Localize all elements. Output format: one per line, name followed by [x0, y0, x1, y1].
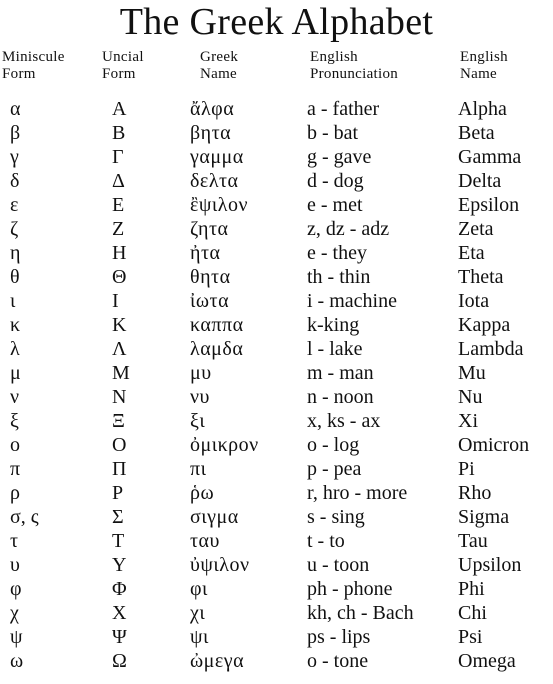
- table-row: [0, 433, 553, 457]
- english-name: Delta: [458, 170, 502, 192]
- uncial-form: Η: [112, 242, 127, 264]
- greek-name: ξι: [190, 410, 206, 432]
- english-name: Alpha: [458, 98, 507, 120]
- uncial-form: Α: [112, 98, 127, 120]
- english-pronunciation: p - pea: [307, 458, 362, 480]
- english-name: Lambda: [458, 338, 524, 360]
- uncial-form: Σ: [112, 506, 124, 528]
- table-row: [0, 577, 553, 601]
- english-name: Omega: [458, 650, 516, 672]
- english-name: Mu: [458, 362, 486, 384]
- table-row: [0, 385, 553, 409]
- english-name: Phi: [458, 578, 485, 600]
- minuscule-form: χ: [10, 602, 19, 624]
- uncial-form: Ζ: [112, 218, 125, 240]
- greek-name: ὐψιλον: [190, 554, 250, 576]
- english-name: Gamma: [458, 146, 522, 168]
- english-name: Xi: [458, 410, 478, 432]
- header-greek-name: Greek Name: [200, 49, 239, 82]
- greek-name: μυ: [190, 362, 212, 384]
- english-name: Zeta: [458, 218, 494, 240]
- minuscule-form: ω: [10, 650, 24, 672]
- greek-name: θητα: [190, 266, 231, 288]
- uncial-form: Ω: [112, 650, 127, 672]
- minuscule-form: ο: [10, 434, 20, 456]
- english-pronunciation: n - noon: [307, 386, 374, 408]
- greek-name: ὠμεγα: [190, 650, 245, 672]
- greek-name: ὀμικρον: [190, 434, 259, 456]
- greek-name: ἄλφα: [190, 98, 235, 120]
- minuscule-form: ε: [10, 194, 19, 216]
- uncial-form: Λ: [112, 338, 127, 360]
- table-row: [0, 145, 553, 169]
- english-pronunciation: th - thin: [307, 266, 371, 288]
- english-pronunciation: u - toon: [307, 554, 370, 576]
- english-name: Beta: [458, 122, 495, 144]
- english-pronunciation: d - dog: [307, 170, 364, 192]
- english-name: Theta: [458, 266, 504, 288]
- english-pronunciation: o - tone: [307, 650, 369, 672]
- uncial-form: Ε: [112, 194, 125, 216]
- uncial-form: Μ: [112, 362, 130, 384]
- greek-name: ἰωτα: [190, 290, 230, 312]
- minuscule-form: κ: [10, 314, 21, 336]
- english-name: Upsilon: [458, 554, 522, 576]
- english-pronunciation: ps - lips: [307, 626, 371, 648]
- minuscule-form: δ: [10, 170, 20, 192]
- table-row: [0, 337, 553, 361]
- english-name: Omicron: [458, 434, 530, 456]
- minuscule-form: θ: [10, 266, 20, 288]
- minuscule-form: π: [10, 458, 21, 480]
- english-pronunciation: g - gave: [307, 146, 372, 168]
- minuscule-form: υ: [10, 554, 20, 576]
- table-row: [0, 457, 553, 481]
- english-name: Nu: [458, 386, 483, 408]
- uncial-form: Ν: [112, 386, 127, 408]
- uncial-form: Ξ: [112, 410, 125, 432]
- uncial-form: Θ: [112, 266, 127, 288]
- greek-name: καππα: [190, 314, 244, 336]
- uncial-form: Β: [112, 122, 126, 144]
- table-row: [0, 169, 553, 193]
- greek-name: ἠτα: [190, 242, 221, 264]
- english-name: Eta: [458, 242, 485, 264]
- english-name: Iota: [458, 290, 490, 312]
- header-minuscule-form: Miniscule Form: [2, 49, 65, 82]
- minuscule-form: α: [10, 98, 21, 120]
- minuscule-form: ι: [10, 290, 16, 312]
- table-row: [0, 601, 553, 625]
- english-pronunciation: e - met: [307, 194, 363, 216]
- table-row: [0, 553, 553, 577]
- greek-name: δελτα: [190, 170, 239, 192]
- uncial-form: Δ: [112, 170, 125, 192]
- english-pronunciation: a - father: [307, 98, 380, 120]
- greek-name: ἒψιλον: [190, 194, 249, 216]
- english-pronunciation: l - lake: [307, 338, 363, 360]
- uncial-form: Υ: [112, 554, 127, 576]
- minuscule-form: τ: [10, 530, 19, 552]
- minuscule-form: ν: [10, 386, 20, 408]
- table-row: [0, 289, 553, 313]
- table-row: [0, 241, 553, 265]
- greek-name: ταυ: [190, 530, 220, 552]
- table-row: [0, 649, 553, 673]
- english-name: Epsilon: [458, 194, 520, 216]
- uncial-form: Ψ: [112, 626, 127, 648]
- english-pronunciation: t - to: [307, 530, 345, 552]
- alphabet-table: [0, 97, 553, 673]
- english-name: Psi: [458, 626, 483, 648]
- greek-name: ῥω: [190, 482, 215, 504]
- minuscule-form: φ: [10, 578, 22, 600]
- english-name: Kappa: [458, 314, 511, 336]
- english-pronunciation: b - bat: [307, 122, 359, 144]
- english-name: Tau: [458, 530, 488, 552]
- minuscule-form: ρ: [10, 482, 20, 504]
- uncial-form: Χ: [112, 602, 127, 624]
- header-english-name: English Name: [460, 49, 508, 82]
- header-english-pronunciation: English Pronunciation: [310, 49, 399, 82]
- greek-name: νυ: [190, 386, 210, 408]
- table-row: [0, 529, 553, 553]
- uncial-form: Κ: [112, 314, 127, 336]
- english-name: Pi: [458, 458, 475, 480]
- table-row: [0, 121, 553, 145]
- table-row: [0, 481, 553, 505]
- english-pronunciation: kh, ch - Bach: [307, 602, 414, 624]
- english-pronunciation: z, dz - adz: [307, 218, 390, 240]
- table-row: [0, 97, 553, 121]
- greek-name: ψι: [190, 626, 209, 648]
- page-title: The Greek Alphabet: [119, 1, 434, 43]
- header-uncial-form: Uncial Form: [102, 49, 144, 82]
- greek-name: βητα: [190, 122, 232, 144]
- greek-name: πι: [190, 458, 207, 480]
- uncial-form: Γ: [112, 146, 124, 168]
- greek-name: ζητα: [190, 218, 229, 240]
- english-pronunciation: r, hro - more: [307, 482, 408, 504]
- uncial-form: Φ: [112, 578, 127, 600]
- minuscule-form: ζ: [10, 218, 19, 240]
- english-pronunciation: i - machine: [307, 290, 397, 312]
- table-row: [0, 217, 553, 241]
- greek-name: σιγμα: [190, 506, 239, 528]
- greek-name: λαμδα: [190, 338, 244, 360]
- uncial-form: Ι: [112, 290, 119, 312]
- column-headers: [0, 49, 553, 87]
- english-pronunciation: s - sing: [307, 506, 365, 528]
- english-pronunciation: o - log: [307, 434, 360, 456]
- uncial-form: Ρ: [112, 482, 124, 504]
- english-pronunciation: x, ks - ax: [307, 410, 381, 432]
- english-name: Chi: [458, 602, 487, 624]
- table-row: [0, 193, 553, 217]
- english-pronunciation: m - man: [307, 362, 374, 384]
- english-pronunciation: e - they: [307, 242, 367, 264]
- greek-name: χι: [190, 602, 206, 624]
- minuscule-form: λ: [10, 338, 20, 360]
- minuscule-form: γ: [10, 146, 19, 168]
- english-pronunciation: k-king: [307, 314, 360, 336]
- minuscule-form: μ: [10, 362, 21, 384]
- greek-name: γαμμα: [190, 146, 244, 168]
- english-name: Sigma: [458, 506, 510, 528]
- minuscule-form: ξ: [10, 410, 19, 432]
- english-pronunciation: ph - phone: [307, 578, 393, 600]
- uncial-form: Ο: [112, 434, 127, 456]
- table-row: [0, 361, 553, 385]
- minuscule-form: σ, ς: [10, 506, 39, 528]
- table-row: [0, 313, 553, 337]
- greek-name: φι: [190, 578, 208, 600]
- table-row: [0, 505, 553, 529]
- english-name: Rho: [458, 482, 492, 504]
- table-row: [0, 265, 553, 289]
- table-row: [0, 409, 553, 433]
- minuscule-form: β: [10, 122, 21, 144]
- minuscule-form: ψ: [10, 626, 23, 648]
- uncial-form: Π: [112, 458, 127, 480]
- table-row: [0, 625, 553, 649]
- minuscule-form: η: [10, 242, 21, 264]
- uncial-form: Τ: [112, 530, 125, 552]
